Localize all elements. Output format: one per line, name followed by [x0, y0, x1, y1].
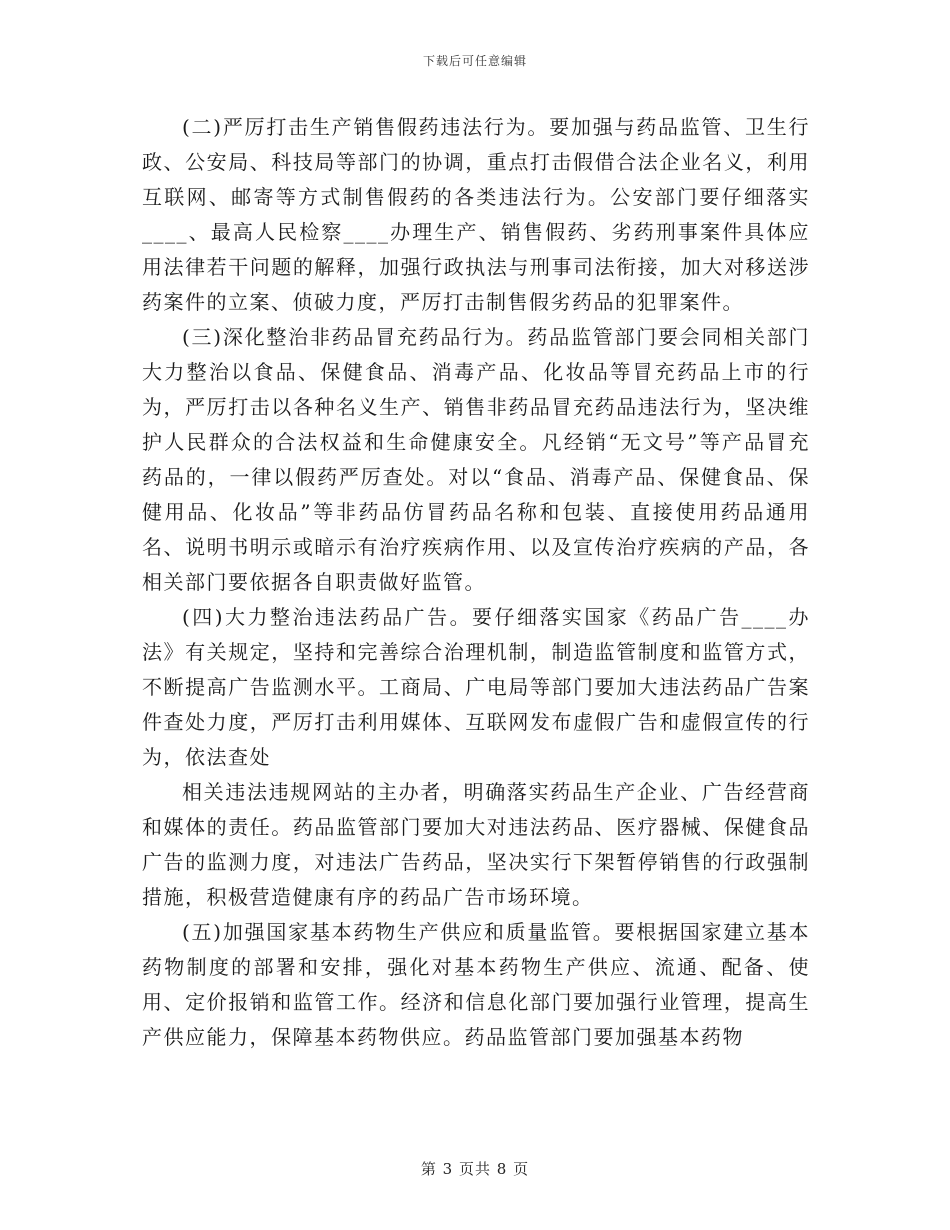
paragraph-essential-drugs: (五)加强国家基本药物生产供应和质量监管。要根据国家建立基本药物制度的部署和安排，强化对基本药物生产供应、流通、配备、使用、定价报销和监管工作。经济和信息化部门要加强行业管理，提高生产供应能力，保障基本药物供应。药品监管部门要加强基本药物 — [142, 920, 810, 1049]
document-body — [142, 110, 810, 1055]
paragraph-crackdown-counterfeit: (二)严厉打击生产销售假药违法行为。要加强与药品监管、卫生行政、公安局、科技局等部门的协调，重点打击假借合法企业名义，利用互联网、邮寄等方式制售假药的各类违法行为。公安部门要仔细落实____、最高人民检察____办理生产、销售假药、劣药刑事案件具体应用法律若干问题的解释，加强行政执法与刑事司法衔接，加大对移送涉药案件的立案、侦破力度，严厉打击制售假劣药品的犯罪案件。 — [142, 115, 810, 314]
paragraph-illegal-advertising: (四)大力整治违法药品广告。要仔细落实国家《药品广告____办法》有关规定，坚持和完善综合治理机制，制造监管制度和监管方式，不断提高广告监测水平。工商局、广电局等部门要加大违法药品广告案件查处力度，严厉打击利用媒体、互联网发布虚假广告和虚假宣传的行为，依法查处 — [142, 605, 810, 769]
page-number: 第 3 页共 8 页 — [420, 1160, 530, 1178]
page-header: 下载后可任意编辑 — [422, 54, 527, 68]
paragraph-non-drug-impersonation: (三)深化整治非药品冒充药品行为。药品监管部门要会同相关部门大力整治以食品、保健食品、消毒产品、化妆品等冒充药品上市的行为，严厉打击以各种名义生产、销售非药品冒充药品违法行为，坚决维护人民群众的合法权益和生命健康安全。凡经销“无文号”等产品冒充药品的，一律以假药严厉查处。对以“食品、消毒产品、保健食品、保健用品、化妆品”等非药品仿冒药品名称和包装、直接使用药品通用名、说明书明示或暗示有治疗疾病作用、以及宣传治疗疾病的产品，各相关部门要依据各自职责做好监管。 — [142, 325, 810, 594]
paragraph-advertising-continued: 相关违法违规网站的主办者，明确落实药品生产企业、广告经营商和媒体的责任。药品监管部门要加大对违法药品、医疗器械、保健食品广告的监测力度，对违法广告药品，坚决实行下架暂停销售的行政强制措施，积极营造健康有序的药品广告市场环境。 — [142, 780, 810, 909]
